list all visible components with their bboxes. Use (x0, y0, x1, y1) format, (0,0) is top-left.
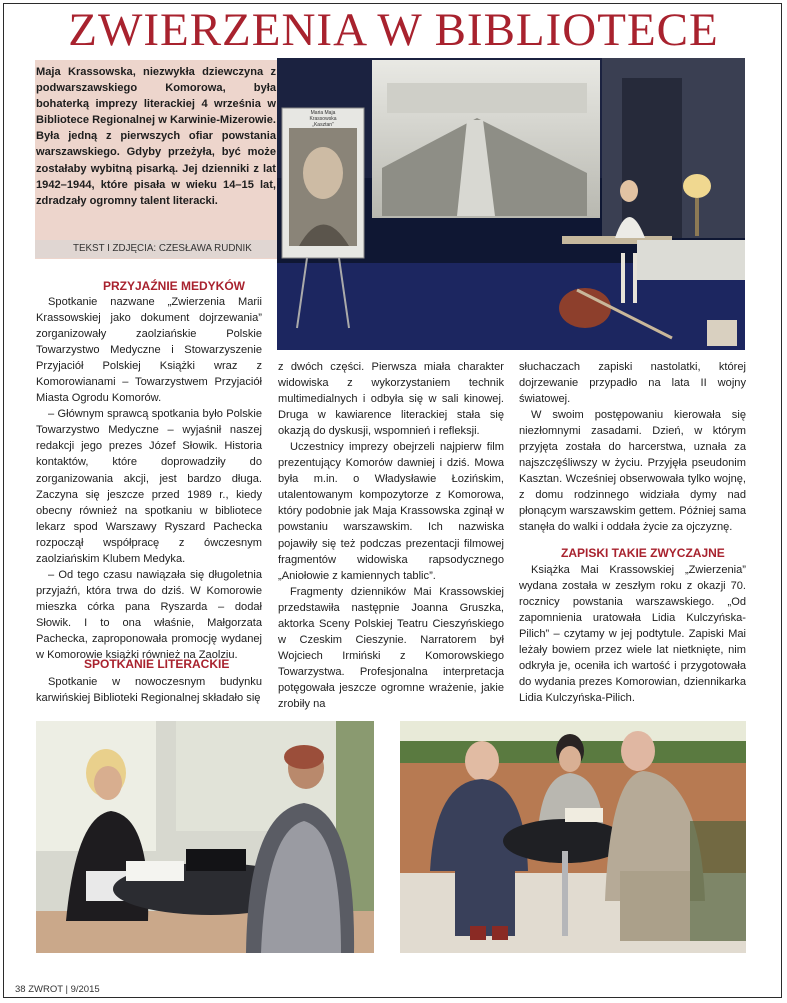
photo-two-women (36, 721, 374, 953)
paragraph: – Od tego czasu nawiązała się długoletnia przyjaźń, która trwa do dziś. W Komorowie mieszka córka pana Ryszarda – dodał Słowik. I to ona właśnie, Małgorzata Pachecka, zaproponowała promocję wydanej w Komorowie książki również na Zaolziu. (36, 568, 262, 662)
lead-text: Maja Krassowska, niezwykła dziewczyna z podwarszawskiego Komorowa, była bohaterką imprezy literackiej 4 września w Bibliotece Regionalnej w Karwinie-Mizerowie. Była jedną z pierwszych ofiar powstania warszawskiego. Gdyby przeżyła, być może zostałaby wybitną pisarką. Jej dzienniki z lat 1942–1944, które pisała w wieku 14–15 lat, zdradzały ogromny talent literacki. (36, 66, 276, 207)
paragraph: Fragmenty dzienników Mai Krassowskiej przedstawiła następnie Joanna Gruszka, aktorka Sceny Polskiej Teatru Cieszyńskiego w Czeskim Cieszynie. Narratorem był Wojciech Irmiński z Komorowskiego Towarzystwa. Profesjonalna interpretacja potęgowała jeszcze ogromne wrażenie, jakie zrobiły na (278, 585, 504, 710)
column-3-bottom (519, 562, 746, 706)
paragraph: Książka Mai Krassowskiej „Zwierzenia” wydana została w zeszłym roku z okazji 70. rocznicy powstania warszawskiego. „Od zapomnienia uratowała Lidia Kulczyńska-Pilich” – czytamy w jej podtytule. Zapiski Mai leżały bowiem przez wiele lat nietknięte, nim odkryła je, oceniła ich wartość i przygotowała do wydania prezes Komorowian, dziennikarka Lidia Kulczyńska-Pilich. (519, 564, 746, 705)
stage-photo (277, 58, 745, 350)
paragraph: – Głównym sprawcą spotkania było Polskie Towarzystwo Medyczne – wyjaśnił naszej redakcji jego prezes Józef Słowik. Historia kontaktów, które doprowadziły do zorganizowania akcji, jest bardzo długa. Zaczyna się jeszcze przed 1989 r., kiedy obecny również na spotkaniu w bibliotece lekarz spod Warszawy Ryszard Pachecka rozpoczął współpracę z ówczesnym zaolziańskim Klubem Medyka. (36, 408, 262, 565)
portrait-caption: Maria Maja Krassowska „Kasztan” (309, 110, 337, 128)
paragraph: słuchaczach zapiski nastolatki, której dojrzewanie przypadło na lata II wojny światowej. (519, 361, 746, 406)
column-2 (278, 359, 504, 712)
column-1-top (36, 294, 262, 663)
column-3 (519, 359, 746, 536)
section-heading-3: ZAPISKI TAKIE ZWYCZAJNE (561, 546, 725, 560)
paragraph: z dwóch części. Pierwsza miała charakter widowiska z wykorzystaniem technik multimedialnych i odbyła się w sali kinowej. Druga w kawiarence literackiej stała się okazją do dyskusji, wspomnień i refleksji. (278, 361, 504, 438)
section-heading-2: SPOTKANIE LITERACKIE (84, 657, 230, 671)
section-heading-1: PRZYJAŹNIE MEDYKÓW (103, 279, 246, 293)
page-footer: 38 ZWROT | 9/2015 (15, 984, 100, 995)
paragraph: W swoim postępowaniu kierowała się niezłomnymi zasadami. Dzień, w którym przyjęta została do harcerstwa, uznała za najszczęśliwszy w życiu. Przyjęła pseudonim Kasztan. Wcześniej obserwowała tylko wojnę, z domu rodzinnego widziała dymy nad płonącym warszawskim gettem. Później sama stanęła do walki i oddała życie za ojczyznę. (519, 409, 746, 534)
article-title: ZWIERZENIA W BIBLIOTECE (68, 4, 719, 56)
author-credit: TEKST I ZDJĘCIA: CZESŁAWA RUDNIK (73, 243, 252, 254)
column-1-bottom (36, 674, 262, 706)
paragraph: Spotkanie nazwane „Zwierzenia Marii Krassowskiej jako dokument dojrzewania” zorganizowały zaolziańskie Polskie Towarzystwo Medyczne i Stowarzyszenie Przyjaciół Polskiej Książki wraz z Komorowianami – Towarzystwem Przyjaciół Miasta Ogrodu Komorów. (36, 296, 262, 405)
photo-three-people (400, 721, 746, 953)
paragraph: Uczestnicy imprezy obejrzeli najpierw film prezentujący Komorów dawniej i dziś. Mowa była m.in. o Władysławie Łozińskim, utalentowanym kompozytorze z Komorowa, który podobnie jak Maja Krassowska zginął w powstaniu warszawskim. Ich nazwiska pojawiły się też podczas prezentacji filmowej fragmentów widowiska rapsodycznego „Aniołowie z kamiennych tablic”. (278, 441, 504, 582)
paragraph: Spotkanie w nowoczesnym budynku karwińskiej Biblioteki Regionalnej składało się (36, 676, 262, 705)
